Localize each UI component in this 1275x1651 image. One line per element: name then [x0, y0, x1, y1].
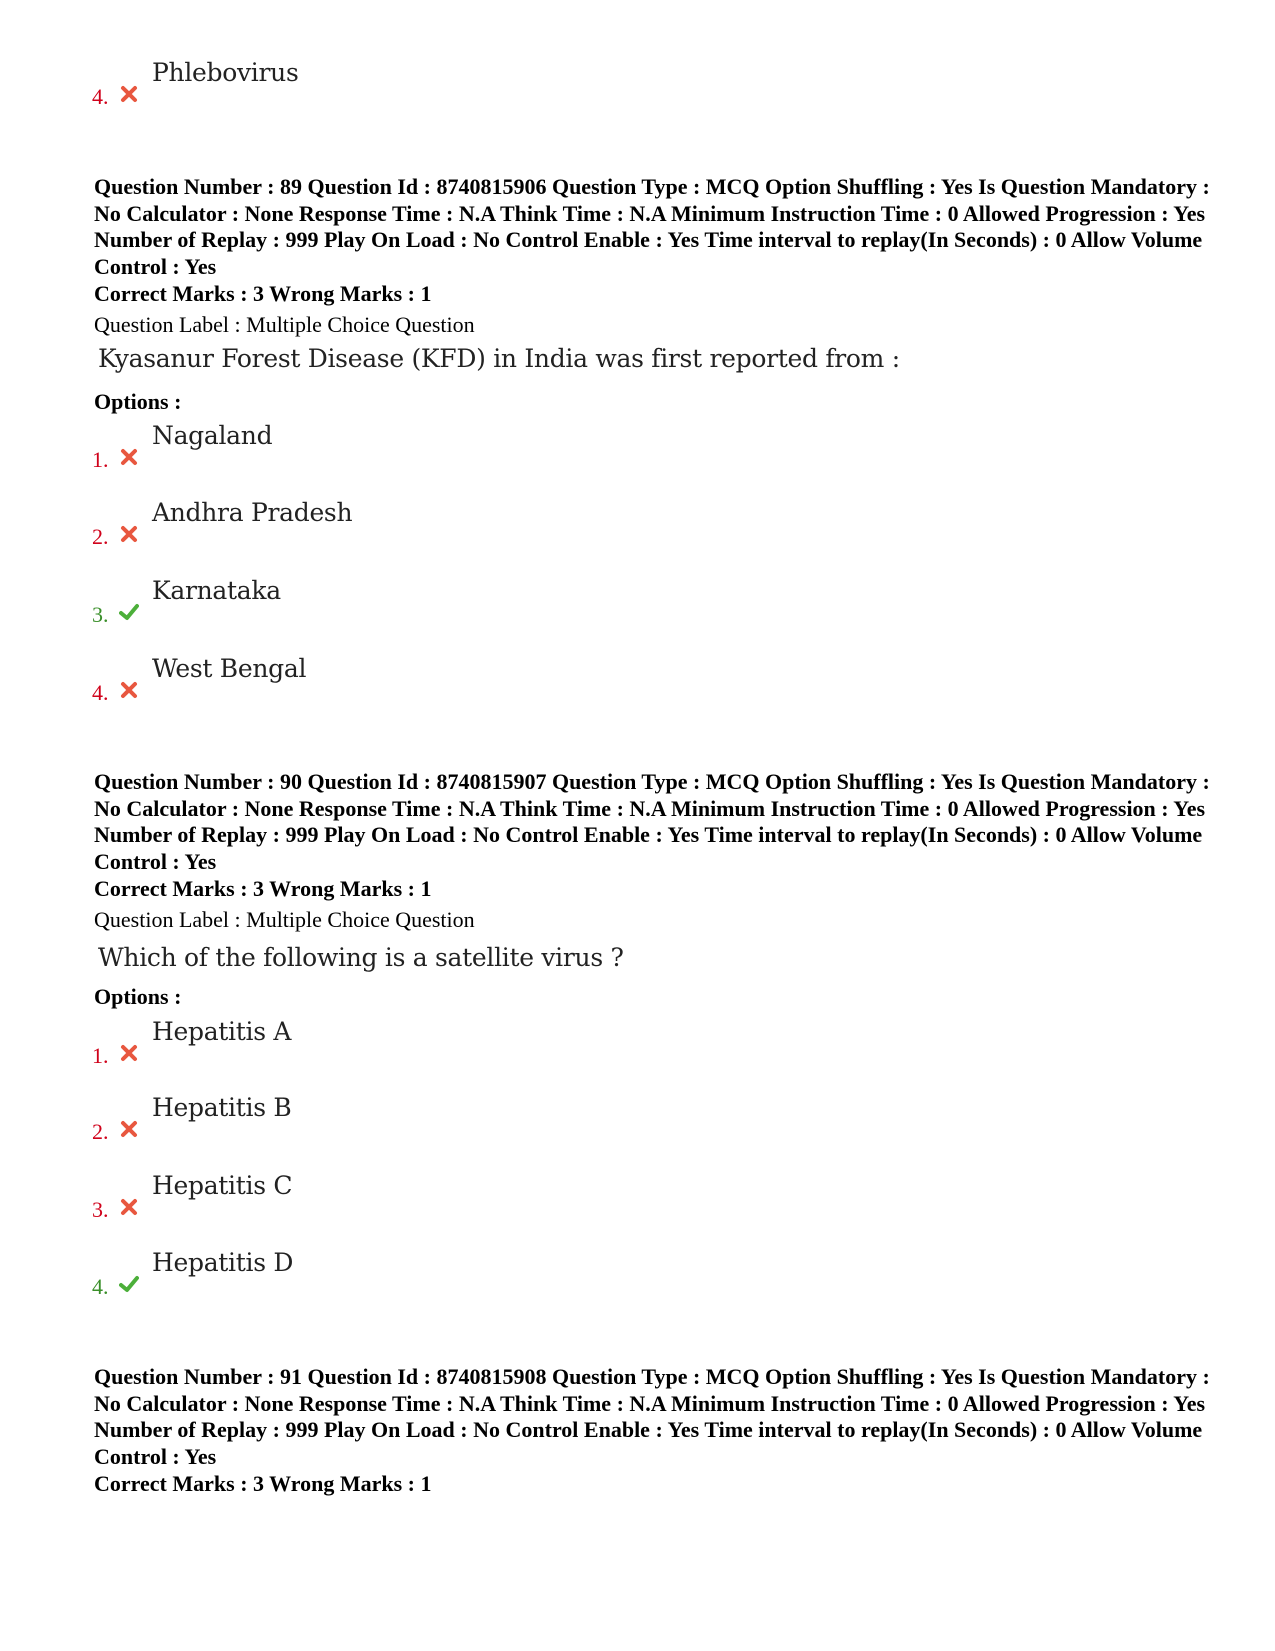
question-label: Question Label : Multiple Choice Question [94, 907, 475, 932]
option-item [92, 576, 692, 626]
options-heading: Options : [94, 984, 182, 1009]
option-number: 3. [92, 602, 109, 627]
option-item [92, 498, 692, 548]
option-text: Hepatitis C [152, 1171, 293, 1200]
option-item [92, 1248, 692, 1298]
option-item [92, 58, 692, 108]
option-text: West Bengal [152, 654, 307, 683]
question-marks: Correct Marks : 3 Wrong Marks : 1 [94, 281, 432, 306]
question-marks: Correct Marks : 3 Wrong Marks : 1 [94, 876, 432, 901]
option-item [92, 421, 692, 471]
option-item [92, 1017, 692, 1067]
question-marks: Correct Marks : 3 Wrong Marks : 1 [94, 1471, 432, 1496]
options-heading: Options : [94, 389, 182, 414]
cross-icon [119, 524, 139, 544]
question-meta: Question Number : 89 Question Id : 8740815906 Question Type : MCQ Option Shuffling : Yes Is Question Mandatory : No Calculator : None Response Time : N.A Think Time : N.A Minimum Instruction Time : 0 Allowed Progression : Yes Number of Replay : 999 Play On Load : No Control Enable : Yes Time interval to replay(In Seconds) : 0 Allow Volume Control : Yes [94, 174, 1210, 279]
option-text: Hepatitis D [152, 1248, 294, 1277]
cross-icon [119, 1119, 139, 1139]
option-text: Phlebovirus [152, 58, 299, 87]
check-icon [119, 602, 139, 622]
question-label: Question Label : Multiple Choice Question [94, 312, 475, 337]
option-text: Hepatitis A [152, 1017, 292, 1046]
question-text: Kyasanur Forest Disease (KFD) in India was first reported from : [98, 344, 900, 373]
cross-icon [119, 1043, 139, 1063]
check-icon [119, 1274, 139, 1294]
option-number: 2. [92, 524, 109, 549]
option-text: Nagaland [152, 421, 273, 450]
option-item [92, 1171, 692, 1221]
option-number: 1. [92, 1043, 109, 1068]
option-number: 4. [92, 680, 109, 705]
option-number: 2. [92, 1119, 109, 1144]
option-item [92, 654, 692, 704]
question-meta: Question Number : 91 Question Id : 8740815908 Question Type : MCQ Option Shuffling : Yes Is Question Mandatory : No Calculator : None Response Time : N.A Think Time : N.A Minimum Instruction Time : 0 Allowed Progression : Yes Number of Replay : 999 Play On Load : No Control Enable : Yes Time interval to replay(In Seconds) : 0 Allow Volume Control : Yes [94, 1364, 1210, 1469]
option-text: Karnataka [152, 576, 281, 605]
question-meta: Question Number : 90 Question Id : 8740815907 Question Type : MCQ Option Shuffling : Yes Is Question Mandatory : No Calculator : None Response Time : N.A Think Time : N.A Minimum Instruction Time : 0 Allowed Progression : Yes Number of Replay : 999 Play On Load : No Control Enable : Yes Time interval to replay(In Seconds) : 0 Allow Volume Control : Yes [94, 769, 1210, 874]
cross-icon [119, 84, 139, 104]
cross-icon [119, 1197, 139, 1217]
option-text: Hepatitis B [152, 1093, 292, 1122]
option-number: 4. [92, 84, 109, 109]
option-text: Andhra Pradesh [152, 498, 353, 527]
option-number: 4. [92, 1274, 109, 1299]
cross-icon [119, 447, 139, 467]
option-number: 3. [92, 1197, 109, 1222]
question-text: Which of the following is a satellite virus ? [98, 943, 624, 972]
option-number: 1. [92, 447, 109, 472]
cross-icon [119, 680, 139, 700]
option-item [92, 1093, 692, 1143]
